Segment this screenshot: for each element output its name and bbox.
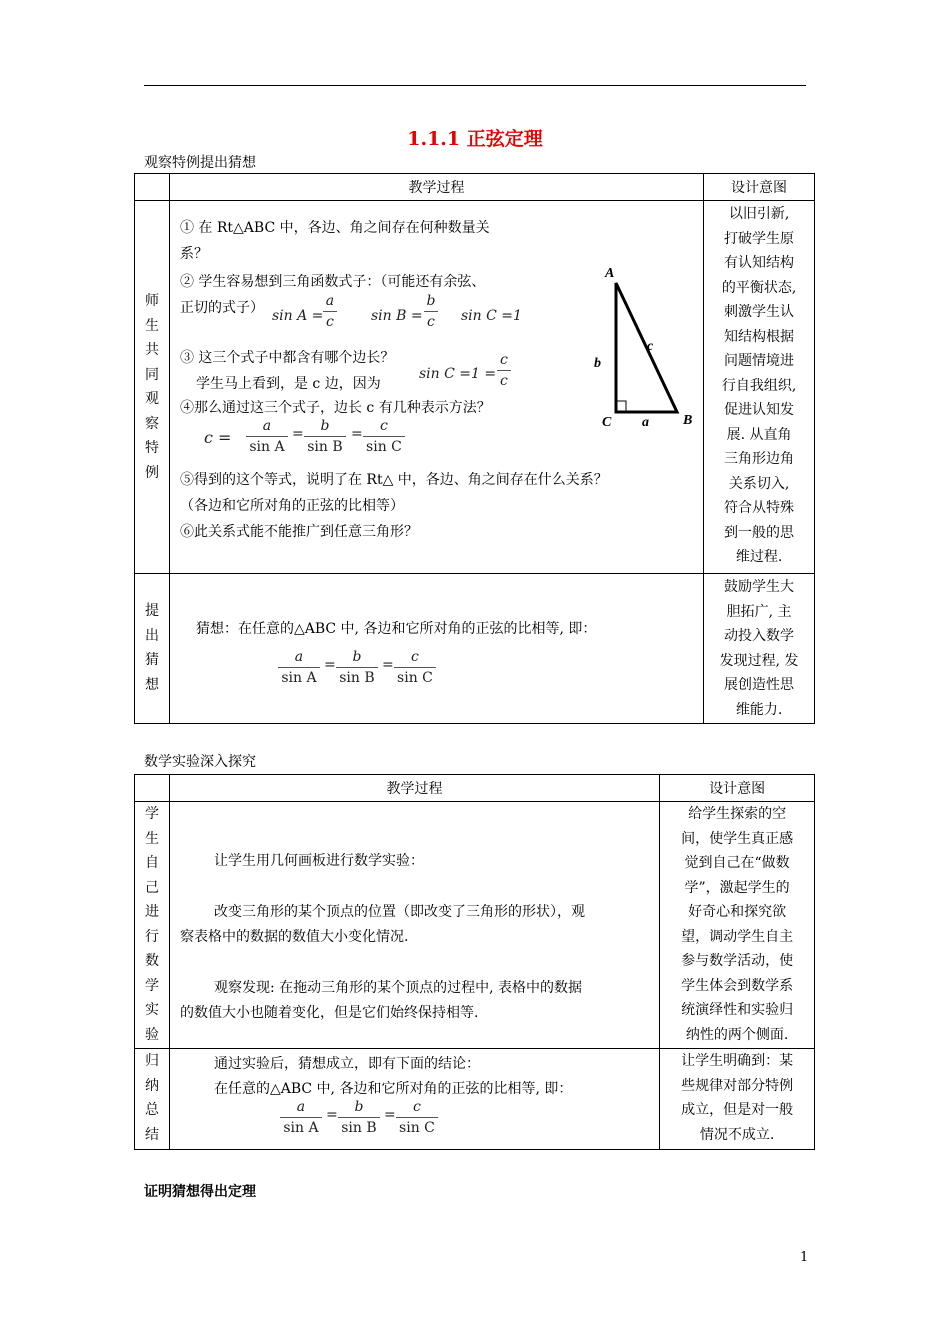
side-char: 实: [144, 1002, 159, 1018]
q1b-line: 系？: [179, 246, 208, 262]
frac-a-c: a c: [323, 293, 337, 330]
header-rule: [144, 85, 806, 86]
table-experiment: [134, 774, 815, 1150]
summary-c1: 通过实验后，猜想成立，即有下面的结论：: [213, 1056, 480, 1072]
vertex-C-label: C: [601, 415, 612, 430]
exp-p2a: 改变三角形的某个顶点的位置（即改变了三角形的形状），观: [213, 904, 585, 920]
intent-line: 维过程.: [735, 549, 783, 565]
frac-b-sinB: b sin B: [336, 649, 378, 686]
col-header-intent: 设计意图: [704, 174, 815, 201]
process-cell-summary: [169, 1049, 659, 1150]
intent-line: 情况不成立.: [699, 1126, 775, 1143]
side-char: 想: [144, 676, 159, 693]
exp-p3b: 的数值大小也随着变化，但是它们始终保持相等.: [179, 1005, 479, 1021]
eq-sign: =: [381, 657, 394, 673]
side-char: 出: [144, 627, 159, 644]
intent-line: 到一般的思: [724, 524, 795, 541]
intent-line: 动投入数学: [724, 628, 795, 644]
side-char: 行: [144, 928, 159, 945]
frac-a-sinA: a sin A: [280, 1099, 322, 1136]
q6-line: ⑥此关系式能不能推广到任意三角形？: [179, 524, 418, 540]
side-label-experiment: [135, 802, 170, 1049]
side-char: 进: [144, 904, 159, 920]
intent-line: 好奇心和探究欲: [688, 904, 787, 920]
exp-p3a: 观察发现: 在拖动三角形的某个顶点的过程中, 表格中的数据: [213, 980, 583, 996]
eq-sign: =: [325, 1107, 338, 1123]
intent-line: 给学生探索的空: [688, 806, 787, 822]
intent-line: 符合从特殊: [724, 500, 795, 516]
intent-line: 成立，但是对一般: [681, 1102, 794, 1118]
col-header-intent: 设计意图: [660, 775, 815, 802]
frac-a-sinA: a sin A: [246, 418, 288, 455]
intent-line: 行自我组织,: [721, 377, 797, 394]
exp-p2b: 察表格中的数据的数值大小变化情况.: [179, 929, 409, 945]
intent-line: 以旧引新,: [728, 206, 790, 222]
intent-line: 有认知结构: [724, 255, 795, 271]
q3-line: ③ 这三个式子中都含有哪个边长？: [179, 350, 395, 366]
side-char: 归: [144, 1053, 159, 1069]
col-header-process: 教学过程: [169, 174, 703, 201]
intent-line: 让学生明确到：某: [681, 1053, 794, 1069]
intent-line: 纳性的两个侧面.: [685, 1026, 789, 1043]
sinC2-label: sin C =1 =: [418, 366, 497, 382]
col-header-process: 教学过程: [169, 775, 659, 802]
intent-line: 学”，激起学生的: [684, 879, 790, 896]
intent-line: 知结构根据: [724, 328, 795, 345]
intent-line: 刺激学生认: [724, 304, 795, 320]
side-char: 察: [144, 415, 159, 432]
c-equals: c =: [203, 428, 232, 447]
table-observe: [134, 173, 815, 724]
intent-line: 关系切入,: [728, 475, 790, 492]
frac-c-sinC: c sin C: [396, 1099, 438, 1136]
eq-sign: =: [291, 426, 304, 442]
intent-cell-summary: [660, 1049, 815, 1150]
intent-line: 的平衡状态,: [721, 279, 797, 296]
intent-line: 学生体会到数学系: [681, 977, 794, 994]
q5b-line: （各边和它所对角的正弦的比相等）: [179, 498, 404, 514]
side-label-observe: [135, 201, 170, 574]
side-char: 学: [144, 806, 159, 822]
intent-line: 鼓励学生大: [724, 579, 795, 595]
side-char: 结: [144, 1126, 159, 1143]
frac-b-c: b c: [424, 293, 438, 330]
eq-sign: =: [383, 1107, 396, 1123]
side-c-label: c: [646, 339, 654, 354]
page-title: 1.1.1 正弦定理: [407, 128, 543, 150]
side-char: 数: [144, 953, 159, 969]
sinB-label: sin B =: [370, 308, 423, 324]
intent-line: 问题情境进: [724, 353, 795, 369]
frac-c-c: c c: [497, 352, 511, 389]
intent-cell-observe: [704, 201, 815, 574]
intent-line: 打破学生原: [724, 230, 795, 247]
side-char: 提: [144, 603, 159, 619]
process-cell-experiment: [169, 802, 659, 1049]
right-triangle-diagram: [600, 271, 710, 421]
side-char: 特: [144, 440, 159, 456]
side-a-label: a: [641, 415, 649, 430]
side-char: 自: [144, 855, 159, 871]
vertex-B-label: B: [682, 413, 693, 428]
q1-line: ① 在 Rt△ABC 中，各边、角之间存在何种数量关: [179, 220, 490, 236]
side-char: 猜: [144, 652, 159, 668]
frac-c-sinC: c sin C: [363, 418, 405, 455]
side-char: 学: [144, 977, 159, 994]
section2-heading: 数学实验深入探究: [144, 754, 256, 770]
page-number: 1: [800, 1250, 809, 1265]
eq-sign: =: [323, 657, 336, 673]
intent-line: 三角形边角: [724, 451, 795, 467]
sinC-label: sin C =1: [460, 308, 522, 324]
side-char: 师: [144, 293, 159, 309]
frac-c-sinC: c sin C: [394, 649, 436, 686]
frac-b-sinB: b sin B: [338, 1099, 380, 1136]
side-char: 总: [144, 1102, 159, 1118]
proof-heading: 证明猜想得出定理: [144, 1184, 256, 1200]
q3b-line: 学生马上看到，是 c 边，因为: [195, 376, 381, 392]
intent-line: 展. 从直角: [726, 426, 792, 443]
sinA-label: sin A =: [271, 308, 324, 324]
side-b-label: b: [593, 356, 601, 371]
process-cell-guess: [169, 574, 703, 724]
intent-line: 些规律对部分特例: [681, 1077, 794, 1094]
intent-line: 展创造性思: [724, 677, 795, 693]
side-char: 共: [144, 342, 159, 358]
q2-line: ② 学生容易想到三角函数式子：（可能还有余弦、: [179, 274, 486, 290]
side-char: 例: [144, 464, 159, 481]
side-label-summary: [135, 1049, 170, 1150]
frac-a-sinA: a sin A: [278, 649, 320, 686]
q5-line: ⑤得到的这个等式，说明了在 Rt△ 中，各边、角之间存在什么关系？: [179, 472, 608, 488]
intent-line: 统演绎性和实验归: [681, 1002, 794, 1018]
intent-line: 间，使学生真正感: [681, 830, 794, 847]
side-char: 生: [144, 830, 159, 847]
vertex-A-label: A: [604, 266, 615, 281]
intent-cell-experiment: [660, 802, 815, 1049]
q4-line: ④那么通过这三个式子，边长 c 有几种表示方法？: [179, 400, 491, 416]
intent-line: 发现过程, 发: [719, 652, 799, 669]
side-char: 同: [144, 366, 159, 383]
process-cell-observe: [169, 201, 703, 574]
intent-line: 胆拓广, 主: [726, 603, 792, 620]
side-char: 验: [144, 1026, 159, 1043]
q2b-line: 正切的式子）: [179, 300, 264, 316]
guess-line: 猜想：在任意的△ABC 中, 各边和它所对角的正弦的比相等, 即：: [195, 621, 597, 637]
intent-line: 参与数学活动，使: [681, 953, 794, 969]
intent-line: 觉到自己在“做数: [684, 855, 790, 871]
side-char: 己: [144, 879, 159, 896]
intent-line: 望，调动学生自主: [681, 928, 794, 945]
section1-heading: 观察特例提出猜想: [144, 155, 256, 171]
intent-cell-guess: [704, 574, 815, 724]
side-label-guess: [135, 574, 170, 724]
side-char: 纳: [144, 1077, 159, 1094]
intent-line: 维能力.: [735, 701, 783, 718]
summary-c2: 在任意的△ABC 中, 各边和它所对角的正弦的比相等, 即：: [213, 1081, 573, 1097]
intent-line: 促进认知发: [724, 402, 795, 418]
side-char: 生: [144, 317, 159, 334]
side-char: 观: [144, 391, 159, 407]
exp-p1: 让学生用几何画板进行数学实验：: [213, 853, 424, 869]
eq-sign: =: [350, 426, 363, 442]
frac-b-sinB: b sin B: [304, 418, 346, 455]
